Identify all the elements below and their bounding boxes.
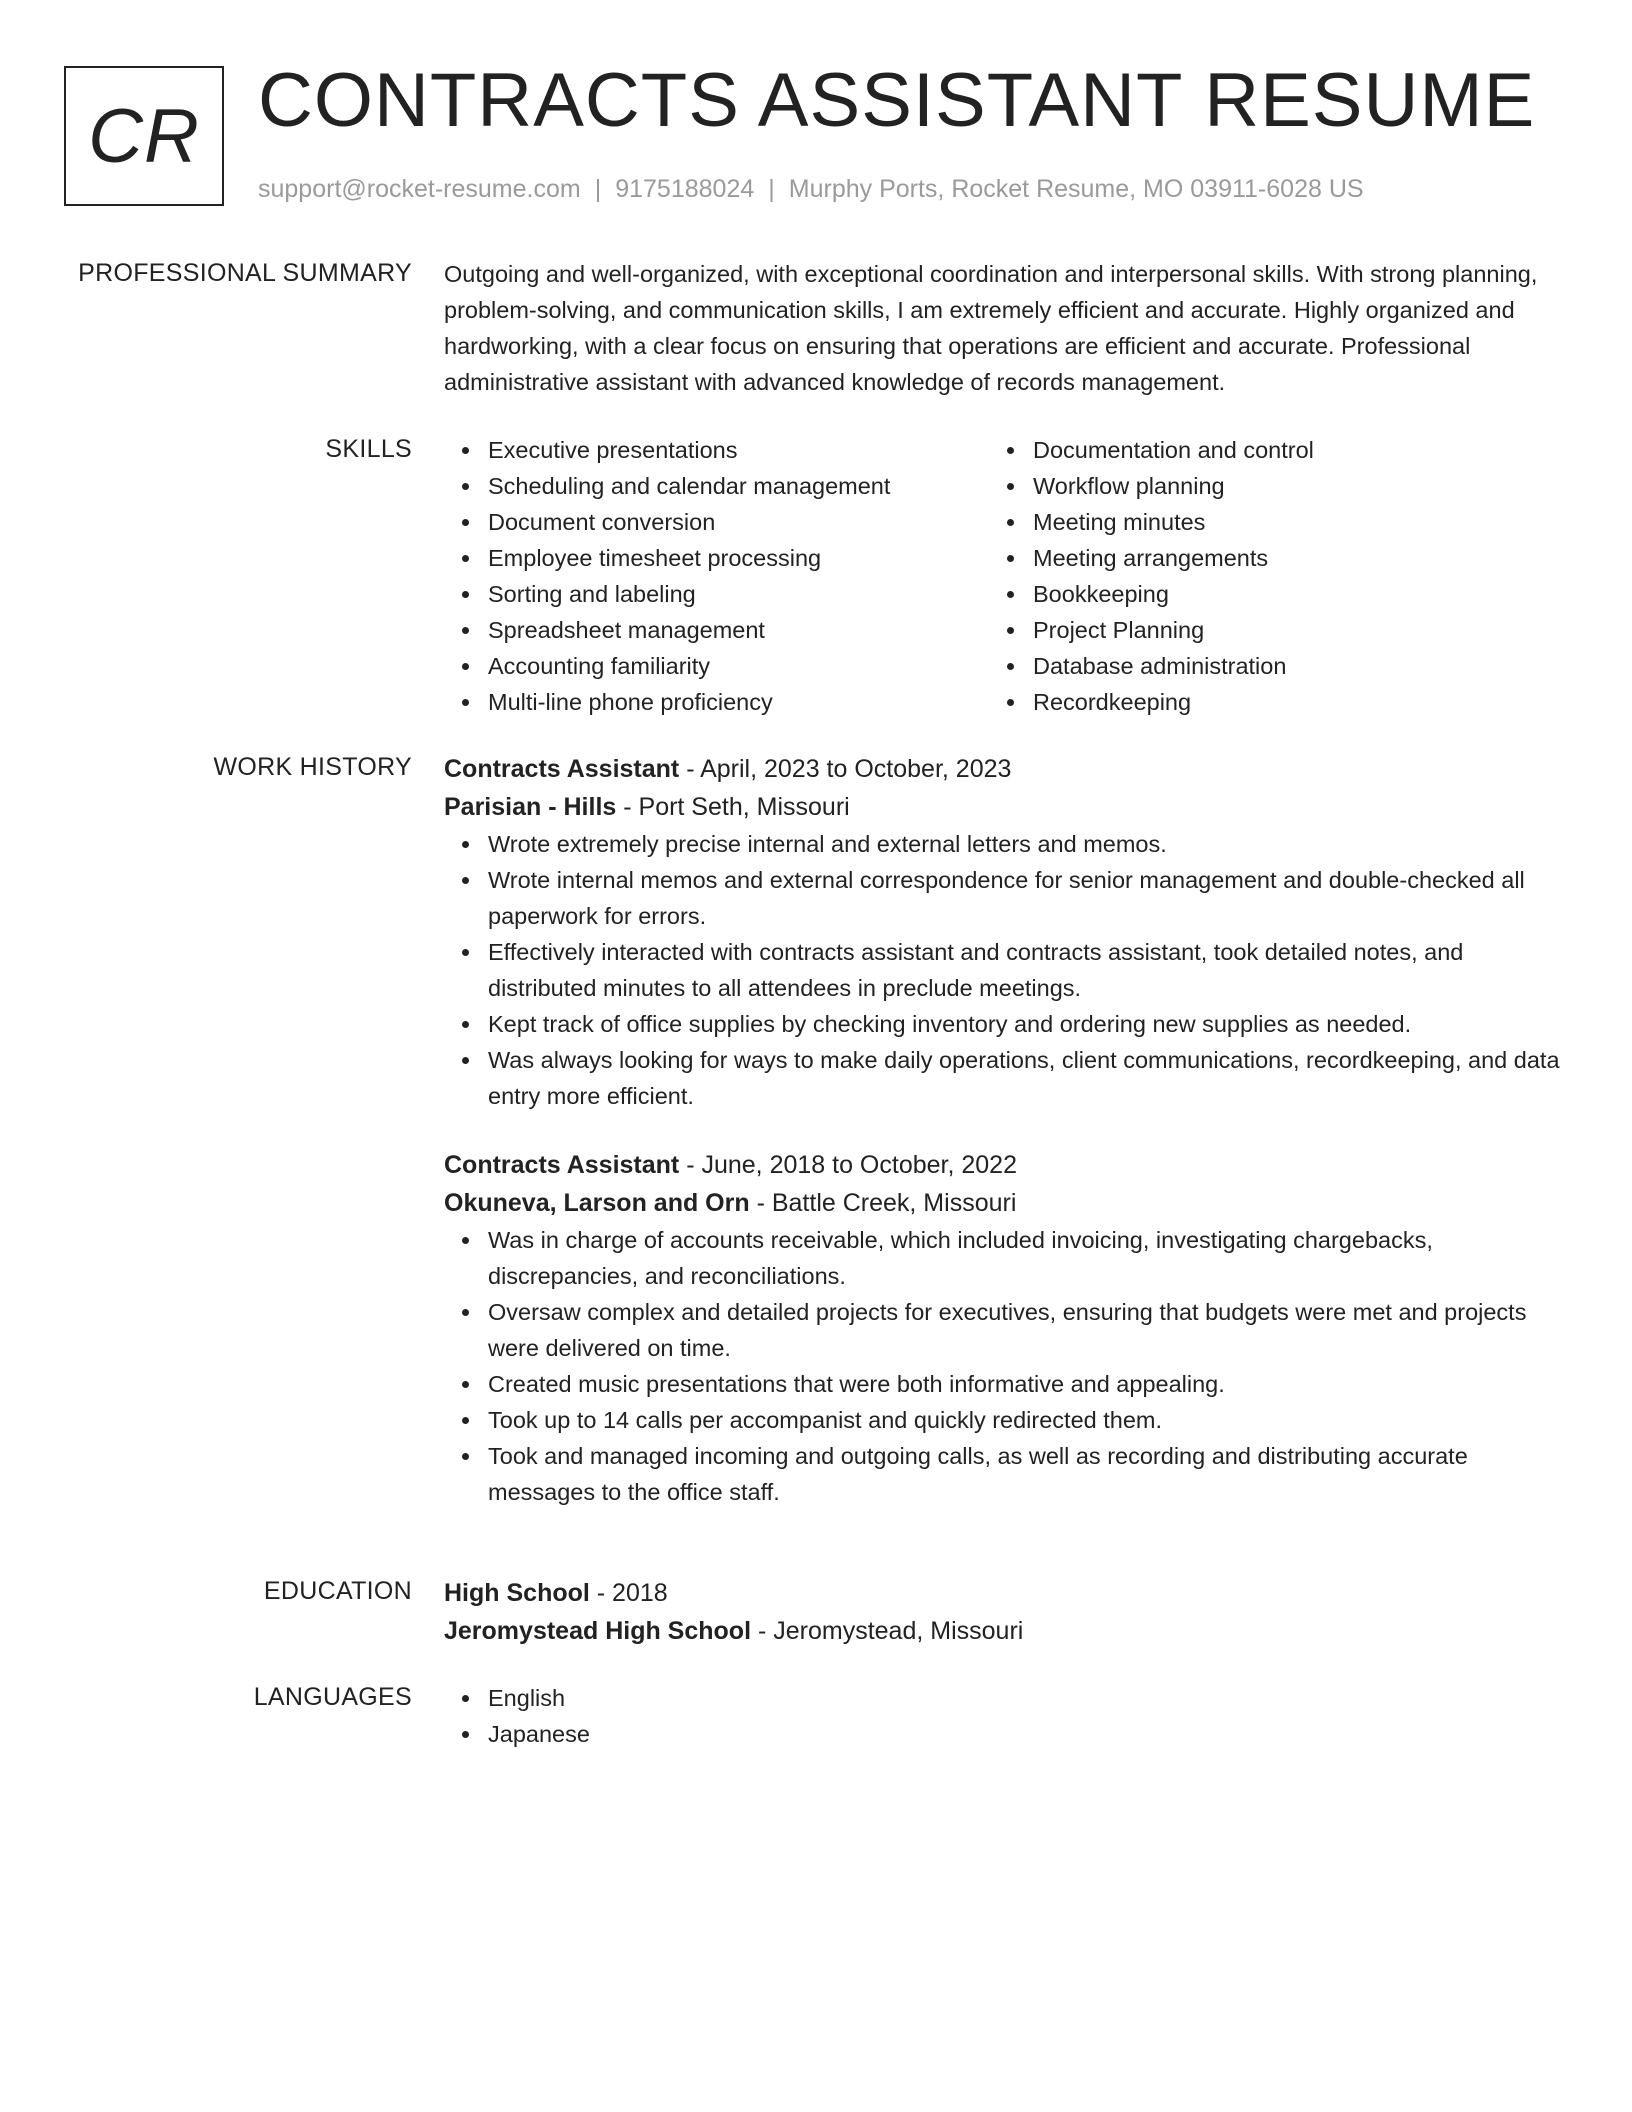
skill-item: Document conversion bbox=[488, 504, 989, 540]
skill-item: Database administration bbox=[1033, 648, 1534, 684]
job-title: Contracts Assistant bbox=[444, 755, 680, 783]
job-title-line bbox=[444, 750, 1564, 788]
job-company-line bbox=[444, 788, 1564, 826]
summary-text: Outgoing and well-organized, with exceptional coordination and interpersonal skills. With strong planning, problem-solving, and communication skills, I am extremely efficient and accurate. Highly organized and hardworking, with a clear focus on ensuring that operations are efficient and accurate. Professional administrative assistant with advanced knowledge of records management. bbox=[444, 261, 1538, 395]
language-item: English bbox=[488, 1680, 1564, 1716]
section-label-work-history: WORK HISTORY bbox=[213, 753, 412, 781]
job-entry bbox=[444, 750, 1564, 1114]
skills-column-left bbox=[444, 432, 989, 720]
skills-list-right bbox=[989, 432, 1534, 720]
skill-item: Employee timesheet processing bbox=[488, 540, 989, 576]
education-degree-line bbox=[444, 1574, 1564, 1612]
job-bullet-item: Kept track of office supplies by checking inventory and ordering new supplies as needed. bbox=[488, 1006, 1564, 1042]
contact-phone: 9175188024 bbox=[615, 175, 755, 203]
skill-item: Multi-line phone proficiency bbox=[488, 684, 989, 720]
job-company-line bbox=[444, 1184, 1564, 1222]
skill-item: Scheduling and calendar management bbox=[488, 468, 989, 504]
resume-title: CONTRACTS ASSISTANT RESUME bbox=[258, 58, 1536, 143]
contact-address: Murphy Ports, Rocket Resume, MO 03911-6028 US bbox=[788, 175, 1364, 203]
contact-separator: | bbox=[768, 175, 775, 203]
job-title: Contracts Assistant bbox=[444, 1151, 680, 1179]
education-body bbox=[444, 1574, 1564, 1650]
language-item: Japanese bbox=[488, 1716, 1564, 1752]
skill-item: Meeting minutes bbox=[1033, 504, 1534, 540]
summary-body bbox=[444, 256, 1564, 400]
section-label-summary: PROFESSIONAL SUMMARY bbox=[78, 259, 412, 287]
skills-list-left bbox=[444, 432, 989, 720]
languages-list bbox=[444, 1680, 1564, 1752]
job-bullet-item: Was in charge of accounts receivable, which included invoicing, investigating chargebacks, discrepancies, and reconciliations. bbox=[488, 1222, 1564, 1294]
contact-line bbox=[258, 172, 1364, 206]
skill-item: Documentation and control bbox=[1033, 432, 1534, 468]
skill-item: Spreadsheet management bbox=[488, 612, 989, 648]
section-label-languages: LANGUAGES bbox=[253, 1683, 412, 1711]
education-degree: High School bbox=[444, 1579, 590, 1607]
skill-item: Meeting arrangements bbox=[1033, 540, 1534, 576]
job-dates: - June, 2018 to October, 2022 bbox=[679, 1151, 1017, 1179]
education-year: - 2018 bbox=[589, 1579, 668, 1607]
job-company: Parisian - Hills bbox=[444, 793, 617, 821]
section-label-skills: SKILLS bbox=[325, 435, 412, 463]
languages-body bbox=[444, 1680, 1564, 1752]
skill-item: Project Planning bbox=[1033, 612, 1534, 648]
job-bullet-list bbox=[444, 826, 1564, 1114]
job-bullet-item: Effectively interacted with contracts assistant and contracts assistant, took detailed notes, and distributed minutes to all attendees in preclude meetings. bbox=[488, 934, 1564, 1006]
work-history-body bbox=[444, 750, 1564, 1510]
job-entry bbox=[444, 1146, 1564, 1510]
job-bullet-item: Took and managed incoming and outgoing calls, as well as recording and distributing accurate messages to the office staff. bbox=[488, 1438, 1564, 1510]
job-bullet-item: Was always looking for ways to make daily operations, client communications, recordkeeping, and data entry more efficient. bbox=[488, 1042, 1564, 1114]
skills-columns bbox=[444, 432, 1564, 720]
education-school: Jeromystead High School bbox=[444, 1617, 752, 1645]
skill-item: Recordkeeping bbox=[1033, 684, 1534, 720]
job-company: Okuneva, Larson and Orn bbox=[444, 1189, 750, 1217]
job-dates: - April, 2023 to October, 2023 bbox=[679, 755, 1012, 783]
skill-item: Accounting familiarity bbox=[488, 648, 989, 684]
skill-item: Bookkeeping bbox=[1033, 576, 1534, 612]
job-location: - Battle Creek, Missouri bbox=[749, 1189, 1017, 1217]
skills-column-right bbox=[989, 432, 1534, 720]
job-bullet-item: Created music presentations that were both informative and appealing. bbox=[488, 1366, 1564, 1402]
skill-item: Sorting and labeling bbox=[488, 576, 989, 612]
job-bullet-list bbox=[444, 1222, 1564, 1510]
job-title-line bbox=[444, 1146, 1564, 1184]
skill-item: Executive presentations bbox=[488, 432, 989, 468]
job-bullet-item: Wrote extremely precise internal and external letters and memos. bbox=[488, 826, 1564, 862]
job-location: - Port Seth, Missouri bbox=[616, 793, 850, 821]
job-bullet-item: Wrote internal memos and external correspondence for senior management and double-checked all paperwork for errors. bbox=[488, 862, 1564, 934]
skills-body bbox=[444, 432, 1564, 720]
monogram-logo bbox=[64, 66, 224, 206]
section-label-education: EDUCATION bbox=[263, 1577, 412, 1605]
education-location: - Jeromystead, Missouri bbox=[751, 1617, 1024, 1645]
contact-separator: | bbox=[594, 175, 602, 203]
job-bullet-item: Took up to 14 calls per accompanist and quickly redirected them. bbox=[488, 1402, 1564, 1438]
job-bullet-item: Oversaw complex and detailed projects for executives, ensuring that budgets were met and projects were delivered on time. bbox=[488, 1294, 1564, 1366]
monogram-initials: CR bbox=[88, 93, 200, 179]
contact-email: support@rocket-resume.com bbox=[258, 175, 581, 203]
skill-item: Workflow planning bbox=[1033, 468, 1534, 504]
education-school-line bbox=[444, 1612, 1564, 1650]
